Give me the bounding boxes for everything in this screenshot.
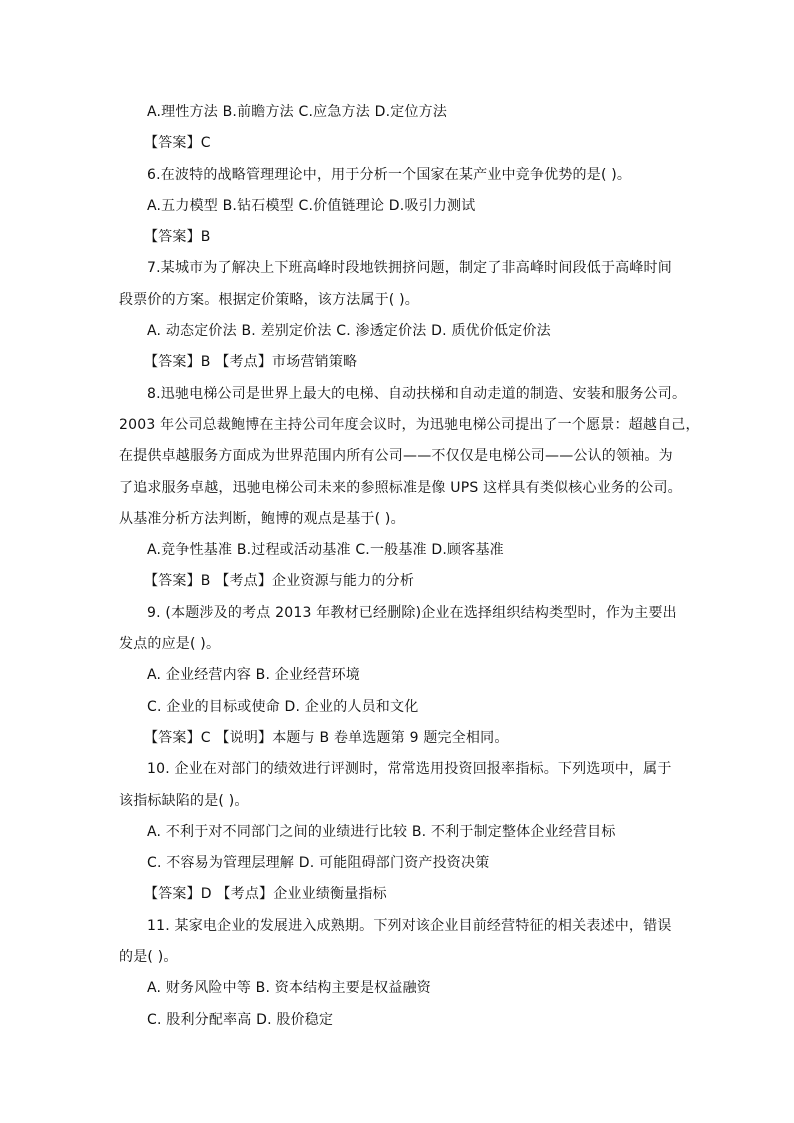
- question-11: 11. 某家电企业的发展进入成熟期。下列对该企业目前经营特征的相关表述中，错误: [147, 917, 672, 934]
- question-11-cont: 的是( )。: [119, 949, 178, 966]
- answer-q5: 【答案】C: [144, 135, 211, 152]
- question-7-cont: 段票价的方案。根据定价策略，该方法属于( )。: [119, 291, 419, 308]
- question-8-cont: 在提供卓越服务方面成为世界范围内所有公司——不仅仅是电梯公司——公认的领袖。为: [119, 448, 673, 465]
- options-q6: A.五力模型 B.钻石模型 C.价值链理论 D.吸引力测试: [147, 197, 476, 214]
- options-q9-ab: A. 企业经营内容 B. 企业经营环境: [147, 667, 360, 684]
- options-q10-ab: A. 不利于对不同部门之间的业绩进行比较 B. 不利于制定整体企业经营目标: [147, 823, 616, 840]
- question-8: 8.迅驰电梯公司是世界上最大的电梯、自动扶梯和自动走道的制造、安装和服务公司。: [147, 385, 687, 402]
- answer-q9: 【答案】C 【说明】本题与 B 卷单选题第 9 题完全相同。: [144, 729, 509, 746]
- options-q10-cd: C. 不容易为管理层理解 D. 可能阻碍部门资产投资决策: [147, 855, 490, 872]
- document-page: [119, 101, 700, 1040]
- answer-q6: 【答案】B: [144, 229, 211, 246]
- options-q5: A.理性方法 B.前瞻方法 C.应急方法 D.定位方法: [147, 104, 448, 120]
- question-9-cont: 发点的应是( )。: [119, 636, 221, 653]
- options-q7: A. 动态定价法 B. 差别定价法 C. 渗透定价法 D. 质优价低定价法: [147, 323, 551, 340]
- question-10: 10. 企业在对部门的绩效进行评测时，常常选用投资回报率指标。下列选项中，属于: [147, 761, 672, 778]
- answer-q10: 【答案】D 【考点】企业业绩衡量指标: [144, 886, 387, 903]
- question-6: 6.在波特的战略管理理论中，用于分析一个国家在某产业中竞争优势的是( )。: [147, 166, 632, 183]
- options-q11-ab: A. 财务风险中等 B. 资本结构主要是权益融资: [147, 980, 431, 997]
- options-q9-cd: C. 企业的目标或使命 D. 企业的人员和文化: [147, 698, 419, 715]
- answer-q8: 【答案】B 【考点】企业资源与能力的分析: [144, 573, 415, 590]
- options-q8: A.竞争性基准 B.过程或活动基准 C.一般基准 D.顾客基准: [147, 542, 504, 559]
- answer-q7: 【答案】B 【考点】市场营销策略: [144, 354, 358, 371]
- question-8-cont: 从基准分析方法判断，鲍博的观点是基于( )。: [119, 510, 405, 527]
- question-7: 7.某城市为了解决上下班高峰时段地铁拥挤问题，制定了非高峰时间段低于高峰时间: [147, 260, 672, 277]
- question-9: 9. (本题涉及的考点 2013 年教材已经删除)企业在选择组织结构类型时，作为主要出: [147, 604, 677, 621]
- question-8-cont: 了追求服务卓越，迅驰电梯公司未来的参照标准是像 UPS 这样具有类似核心业务的公司。: [119, 479, 682, 496]
- options-q11-cd: C. 股利分配率高 D. 股价稳定: [147, 1011, 334, 1028]
- question-10-cont: 该指标缺陷的是( )。: [119, 792, 249, 809]
- question-8-cont: 2003 年公司总裁鲍博在主持公司年度会议时，为迅驰电梯公司提出了一个愿景：超越自己，: [119, 416, 700, 433]
